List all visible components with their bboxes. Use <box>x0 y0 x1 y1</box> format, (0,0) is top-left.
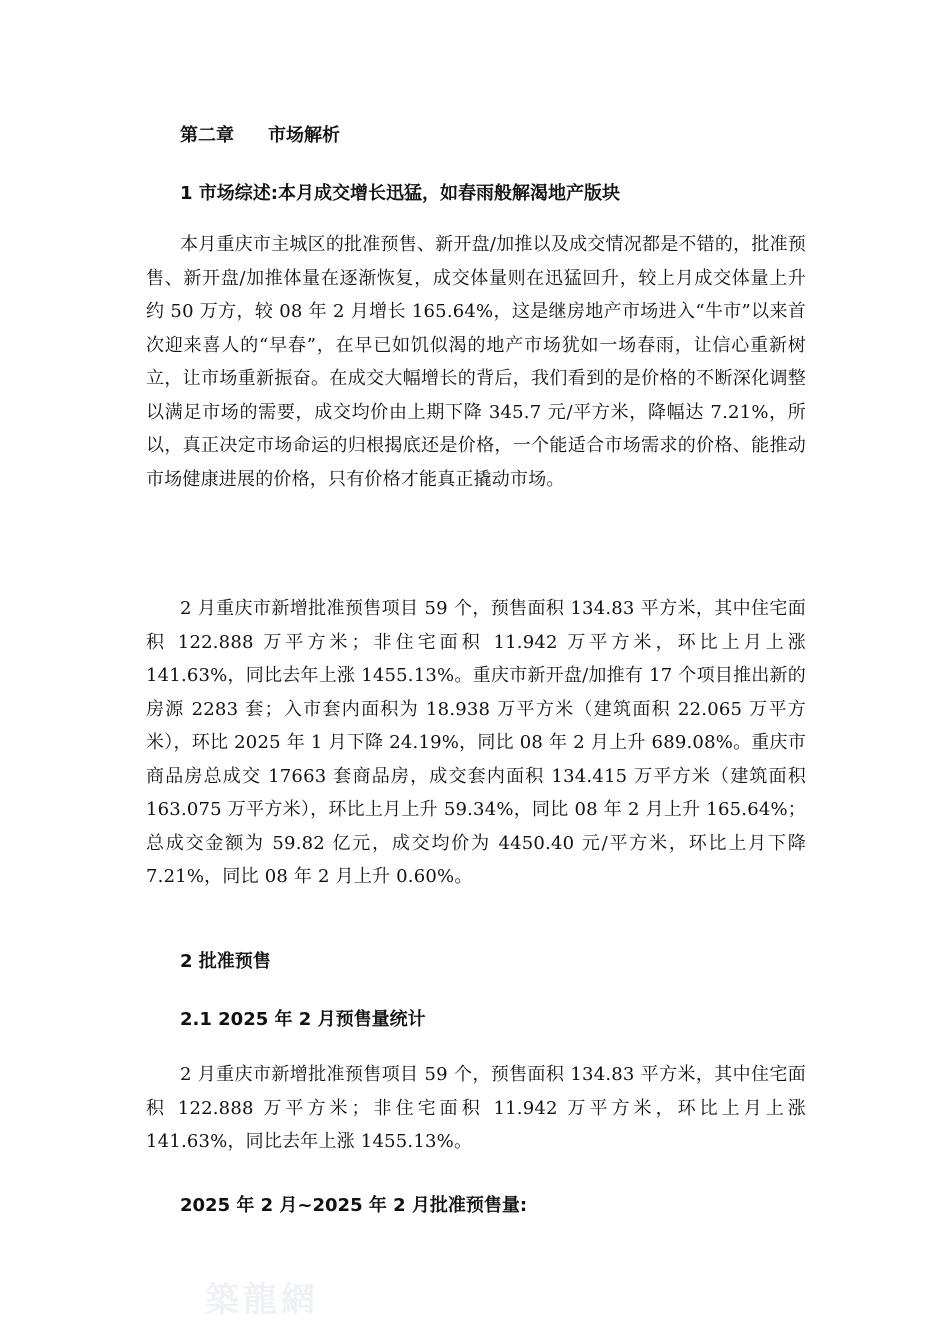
chapter-label: 第二章 <box>180 125 234 146</box>
paragraph-presale-stats: 2 月重庆市新增批准预售项目 59 个，预售面积 134.83 平方米，其中住宅面积 122.888 万平方米；非住宅面积 11.942 万平方米，环比上月上涨 141.63%，同比去年上涨 1455.13%。 <box>146 1064 806 1152</box>
table-caption-presale-volume: 2025 年 2 月~2025 年 2 月批准预售量: <box>180 1195 528 1216</box>
section-heading-approved-presale: 2 批准预售 <box>180 951 271 972</box>
paragraph-market-overview: 本月重庆市主城区的批准预售、新开盘/加推以及成交情况都是不错的，批准预售、新开盘/加推体量在逐渐恢复，成交体量则在迅猛回升，较上月成交体量上升约 50 万方，较 08 年 2 月增长 165.64%，这是继房地产市场进入“牛市”以来首次迎来喜人的“早春”，在早已如饥似渴的地产市场犹如一场春雨，让信心重新树立，让市场重新振奋。在成交大幅增长的背后，我们看到的是价格的不断深化调整以满足市场的需要，成交均价由上期下降 345.7 元/平方米，降幅达 7.21%，所以，真正决定市场命运的归根揭底还是价格，一个能适合市场需求的价格、能推动市场健康进展的价格，只有价格才能真正撬动市场。 <box>146 234 806 490</box>
section-heading-market-overview: 1 市场综述:本月成交增长迅猛，如春雨般解渴地产版块 <box>180 183 620 204</box>
chapter-title: 市场解析 <box>268 125 340 146</box>
chapter-heading <box>180 124 340 148</box>
paragraph-market-statistics: 2 月重庆市新增批准预售项目 59 个，预售面积 134.83 平方米，其中住宅面积 122.888 万平方米；非住宅面积 11.942 万平方米，环比上月上涨 141.63%，同比去年上涨 1455.13%。重庆市新开盘/加推有 17 个项目推出新的房源 2283 套；入市套内面积为 18.938 万平方米（建筑面积 22.065 万平方米），环比 2025 年 1 月下降 24.19%，同比 08 年 2 月上升 689.08%。重庆市商品房总成交 17663 套商品房，成交套内面积 134.415 万平方米（建筑面积 163.075 万平方米），环比上月上升 59.34%，同比 08 年 2 月上升 165.64%；总成交金额为 59.82 亿元，成交均价为 4450.40 元/平方米，环比上月下降 7.21%，同比 08 年 2 月上升 0.60%。 <box>146 598 806 887</box>
watermark-logo: 築龍網 <box>205 1280 319 1320</box>
subsection-heading-presale-stats: 2.1 2025 年 2 月预售量统计 <box>180 1009 426 1030</box>
